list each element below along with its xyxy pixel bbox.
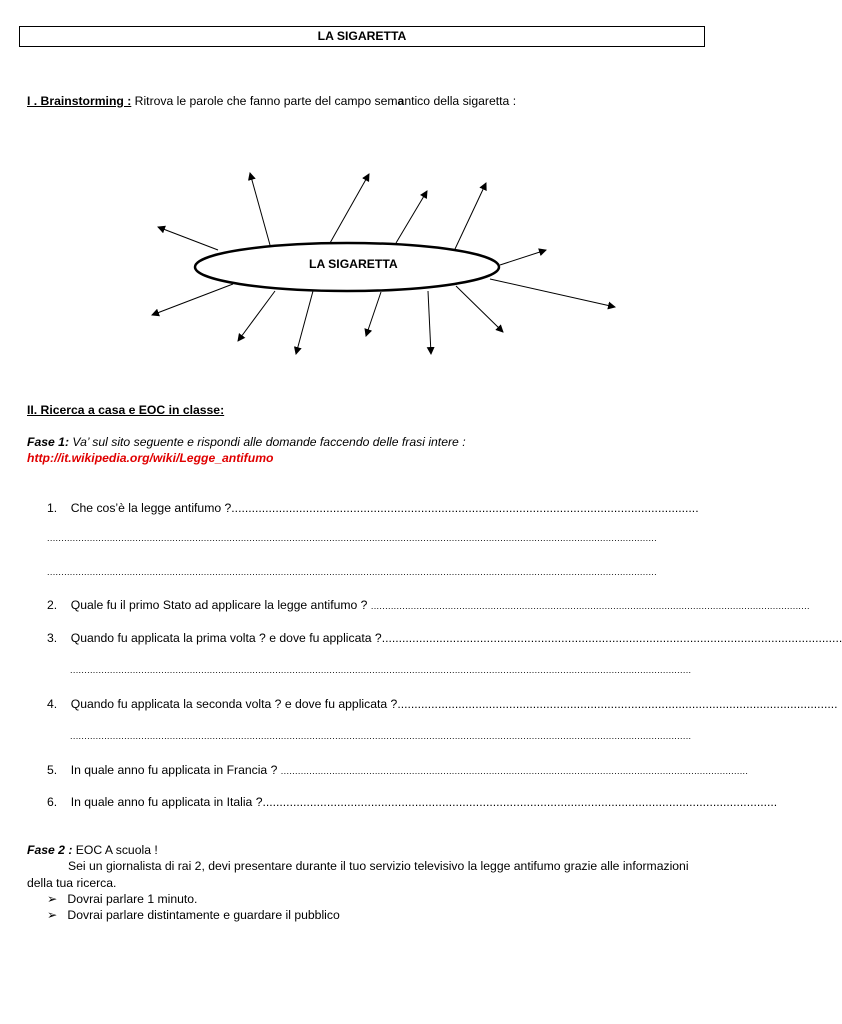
- question-number: 6.: [47, 795, 58, 809]
- fase1-line: [27, 435, 466, 449]
- diagram-center-label: LA SIGARETTA: [309, 257, 398, 271]
- question-6: 6. In quale anno fu applicata in Italia ?........................................................................................................................................................: [47, 795, 778, 809]
- bullet-text: Dovrai parlare distintamente e guardare il pubblico: [67, 908, 340, 922]
- fase2-label: Fase 2 :: [27, 843, 73, 857]
- fase2-title: EOC A scuola !: [72, 843, 158, 857]
- fase2-bullet: [47, 892, 197, 906]
- question-text: In quale anno fu applicata in Italia ?: [70, 795, 263, 809]
- fase2-bullet: [47, 908, 340, 922]
- question-text: Quando fu applicata la seconda volta ? e dove fu applicata ?: [70, 697, 398, 711]
- question-1: 1. Che cos’è la legge antifumo ?..........................................................................................................................................: [47, 501, 699, 515]
- section1-text-a: Ritrova le parole che fanno parte del campo sem: [131, 94, 398, 108]
- answer-line[interactable]: ..........................................................................................................................................................................................................................: [70, 731, 692, 741]
- section1-heading: I . Brainstorming :: [27, 94, 132, 108]
- answer-line[interactable]: ......................................................................................................................................................................................................................: [47, 567, 658, 577]
- question-number: 2.: [47, 598, 58, 612]
- question-number: 1.: [47, 501, 58, 515]
- arrowhead-bullet-icon: ➢: [47, 892, 58, 906]
- question-text: Che cos’è la legge antifumo ?: [70, 501, 232, 515]
- answer-line[interactable]: ......................................................................................................................................................................................................................: [47, 533, 658, 543]
- section1-text-bold: a: [397, 94, 405, 108]
- fase2-text-line2: della tua ricerca.: [27, 876, 117, 890]
- bullet-text: Dovrai parlare 1 minuto.: [67, 892, 198, 906]
- question-text: Quando fu applicata la prima volta ? e dove fu applicata ?: [70, 631, 382, 645]
- section1-text-b: ntico della sigaretta :: [404, 94, 517, 108]
- question-number: 4.: [47, 697, 58, 711]
- fase2-text-line1: Sei un giornalista di rai 2, devi presentare durante il tuo servizio televisivo la legge antifumo grazie alle informazioni: [68, 859, 689, 873]
- answer-line[interactable]: ..........................................................................................................................................................................................................................: [70, 665, 692, 675]
- question-4: 4. Quando fu applicata la seconda volta ? e dove fu applicata ?..................................................................................................................................: [47, 697, 838, 711]
- question-number: 5.: [47, 763, 58, 777]
- brainstorming-line: [27, 94, 516, 108]
- page-title: LA SIGARETTA: [19, 26, 705, 47]
- question-3: 3. Quando fu applicata la prima volta ? e dove fu applicata ?........................................................................................................................................: [47, 631, 842, 645]
- fase2-line: [27, 843, 158, 857]
- question-5: 5. In quale anno fu applicata in Francia ? ....................................................................................................................................................................: [47, 763, 749, 777]
- fase1-text: Va’ sul sito seguente e rispondi alle domande faccendo delle frasi intere :: [69, 435, 466, 449]
- antifumo-link[interactable]: http://it.wikipedia.org/wiki/Legge_antifumo: [27, 451, 274, 465]
- section2-heading: II. Ricerca a casa e EOC in classe:: [27, 403, 225, 417]
- question-text: Quale fu il primo Stato ad applicare la legge antifumo ?: [70, 598, 368, 612]
- arrowhead-bullet-icon: ➢: [47, 908, 58, 922]
- fase1-label: Fase 1:: [27, 435, 70, 449]
- question-text: In quale anno fu applicata in Francia ?: [70, 763, 278, 777]
- question-number: 3.: [47, 631, 58, 645]
- question-2: 2. Quale fu il primo Stato ad applicare la legge antifumo ? ..........................................................................................................................................................: [47, 598, 810, 612]
